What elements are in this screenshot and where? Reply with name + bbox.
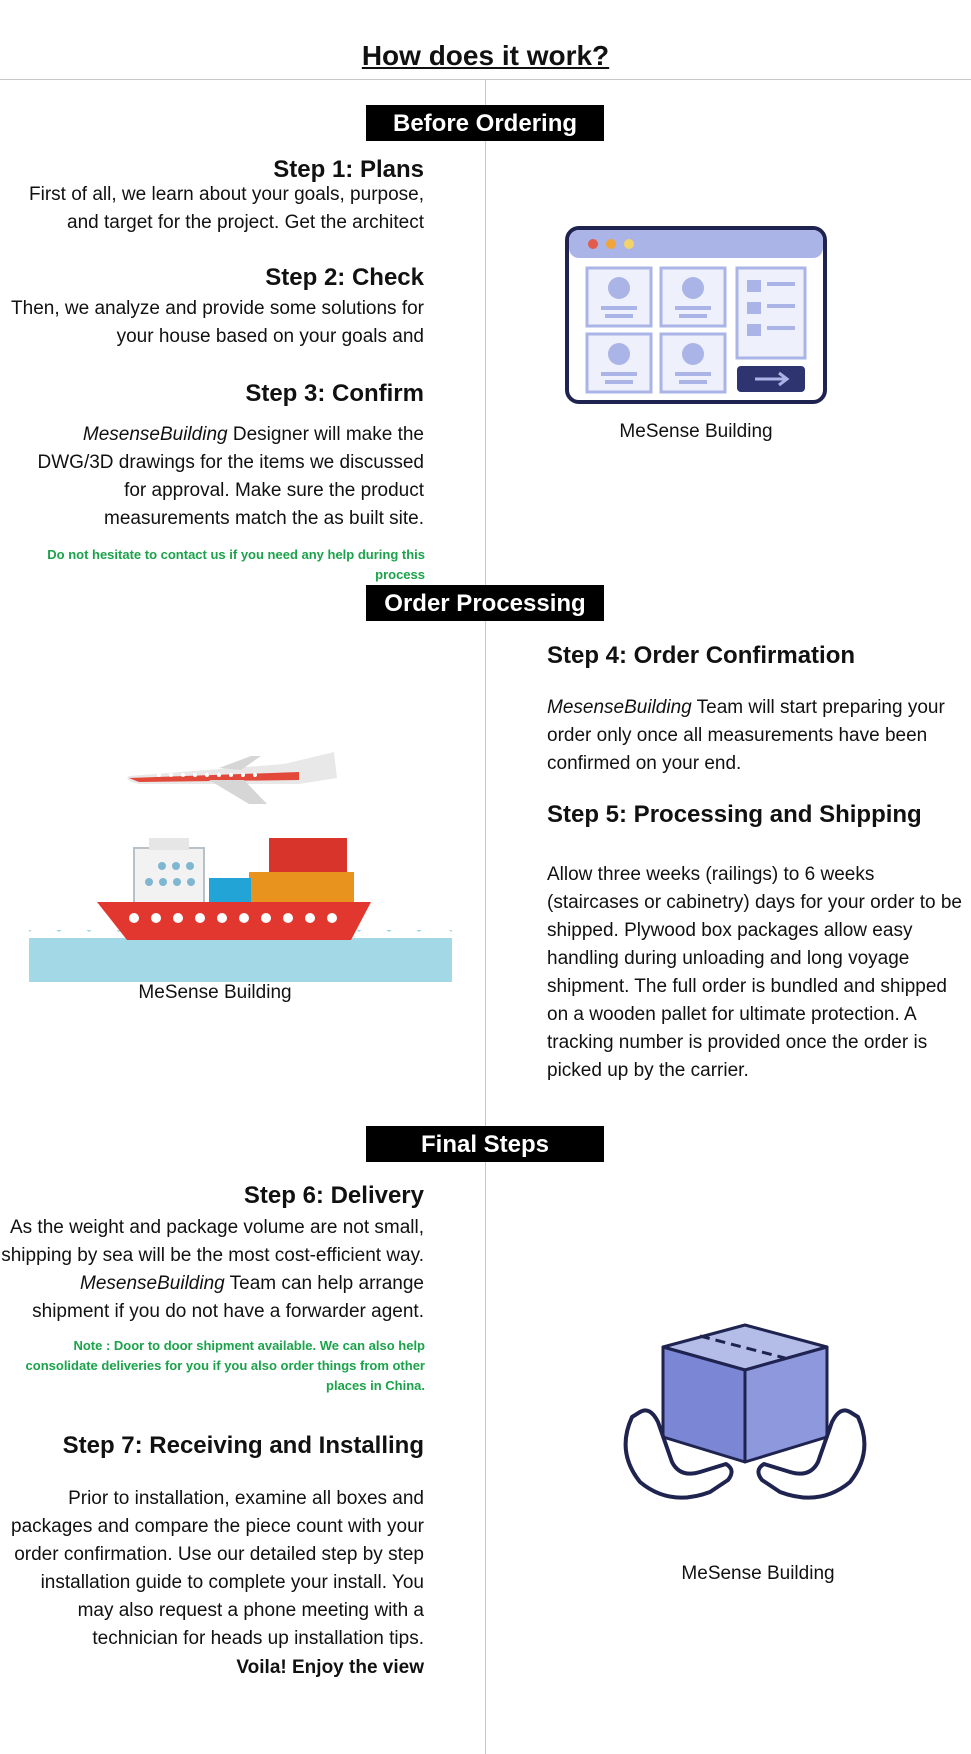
- page-title: How does it work?: [361, 40, 610, 71]
- plane-ship-illustration: [29, 742, 452, 982]
- step6-text: As the weight and package volume are not small, shipping by sea will be the most cost-efficient way. MesenseBuilding Team can help arrange shipment if you do not have a forwarder agent.: [1, 1217, 424, 1322]
- step5-title: Step 5: Processing and Shipping: [547, 801, 922, 828]
- step2-title: Step 2: Check: [265, 264, 424, 291]
- step3-note: Do not hesitate to contact us if you need any help during this process: [47, 547, 425, 582]
- step1-text: First of all, we learn about your goals, purpose, and target for the project. Get the architect: [29, 184, 424, 233]
- step1-title: Step 1: Plans: [273, 156, 424, 183]
- step5-text: Allow three weeks (railings) to 6 weeks (staircases or cabinetry) days for your order to be shipped. Plywood box packages allow easy handling during unloading and long voyage shipment. The full order is bundled and shipped on a wooden pallet for ultimate protection. A tracking number is provided once the order is picked up by the carrier.: [547, 864, 963, 1081]
- section-banner-final-steps: Final Steps: [366, 1126, 604, 1162]
- section-banner-before-ordering: Before Ordering: [366, 105, 604, 141]
- step7-title: Step 7: Receiving and Installing: [62, 1432, 424, 1459]
- step2-text: Then, we analyze and provide some solutions for your house based on your goals and: [11, 298, 424, 347]
- browser-window-icon: [565, 226, 827, 406]
- step6-note: Note : Door to door shipment available. We can also help consolidate deliveries for you if you also order things from other places in China.: [25, 1338, 425, 1393]
- caption-browser-icon: MeSense Building: [619, 421, 773, 442]
- step3-title: Step 3: Confirm: [245, 380, 424, 407]
- center-divider: [485, 80, 486, 1754]
- box-hands-icon: [610, 1322, 880, 1527]
- step3-text: MesenseBuilding Designer will make the DWG/3D drawings for the items we discussed for approval. Make sure the product measurements match the as built site.: [37, 424, 424, 529]
- step7-closing: Voila! Enjoy the view: [236, 1657, 424, 1678]
- step4-title: Step 4: Order Confirmation: [547, 642, 856, 669]
- step6-title: Step 6: Delivery: [243, 1182, 424, 1209]
- brand-name: MesenseBuilding: [547, 697, 692, 718]
- step7-text: Prior to installation, examine all boxes and packages and compare the piece count with your order confirmation. Use our detailed step by step installation guide to complete your install. You may also request a phone meeting with a technician for heads up installation tips.: [11, 1488, 424, 1649]
- section-banner-order-processing: Order Processing: [366, 585, 604, 621]
- brand-name: MesenseBuilding: [80, 1273, 225, 1294]
- caption-box-icon: MeSense Building: [681, 1563, 835, 1584]
- caption-shipping-illustration: MeSense Building: [138, 982, 292, 1003]
- step4-text: MesenseBuilding Team will start preparing your order only once all measurements have been confirmed on your end.: [547, 697, 945, 774]
- brand-name: MesenseBuilding: [82, 424, 228, 445]
